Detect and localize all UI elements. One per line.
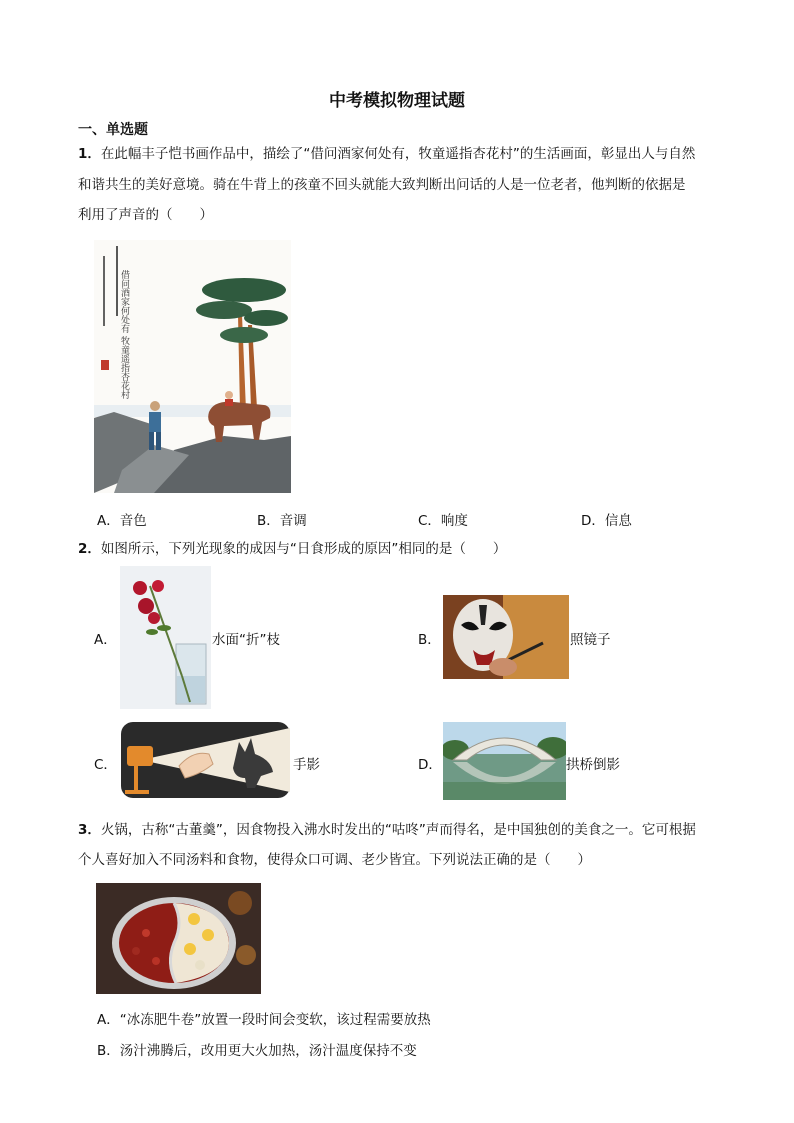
section-heading: 一、单选题 (78, 122, 148, 138)
option-caption: 照镜子 (570, 632, 611, 648)
question-text-line: 和谐共生的美好意境。骑在牛背上的孩童不回头就能大致判断出问话的人是一位老者，他判断的依据是 (78, 177, 686, 193)
question-text-line: 个人喜好加入不同汤料和食物，使得众口可调、老少皆宜。下列说法正确的是（ ） (78, 852, 591, 868)
poem-calligraphy: 借问酒家何处有 牧童遥指杏花村 (119, 270, 129, 399)
option-letter: B． (418, 632, 441, 648)
option-letter: A． (94, 632, 117, 648)
option-caption: 水面“折”枝 (212, 632, 280, 648)
question-text-line: 利用了声音的（ ） (78, 207, 213, 223)
option-caption: 拱桥倒影 (566, 757, 620, 773)
option-letter: C． (94, 757, 117, 773)
question-text-line: 火锅，古称“古董羹”，因食物投入沸水时发出的“咕咚”声而得名，是中国独创的美食之一。它可根据 (100, 822, 696, 838)
question-number: 3． (78, 822, 101, 838)
mirror-makeup-image (443, 595, 569, 679)
hotpot-image (96, 883, 261, 994)
option-letter: D． (418, 757, 442, 773)
hand-shadow-image (121, 722, 290, 798)
option-a[interactable]: A．音色 (97, 513, 147, 529)
question-text-line: 如图所示，下列光现象的成因与“日食形成的原因”相同的是（ ） (100, 541, 507, 557)
option-b[interactable]: B．汤汁沸腾后，改用更大火加热，汤汁温度保持不变 (97, 1043, 417, 1059)
option-caption: 手影 (293, 757, 320, 773)
painting-illustration (94, 240, 291, 493)
option-a[interactable]: A．“冰冻肥牛卷”放置一段时间会变软，该过程需要放热 (97, 1012, 431, 1028)
flower-vase-image (120, 566, 211, 709)
arch-bridge-image (443, 722, 566, 800)
question-number: 2． (78, 541, 101, 557)
option-b[interactable]: B．音调 (257, 513, 307, 529)
option-d[interactable]: D．信息 (581, 513, 632, 529)
painting-image (94, 240, 291, 493)
option-c[interactable]: C．响度 (418, 513, 468, 529)
question-number: 1． (78, 146, 101, 162)
question-text-line: 在此幅丰子恺书画作品中，描绘了“借问酒家何处有，牧童遥指杏花村”的生活画面，彰显出人与自然 (100, 146, 696, 162)
seal-stamp (101, 360, 109, 370)
page-title: 中考模拟物理试题 (329, 91, 465, 111)
